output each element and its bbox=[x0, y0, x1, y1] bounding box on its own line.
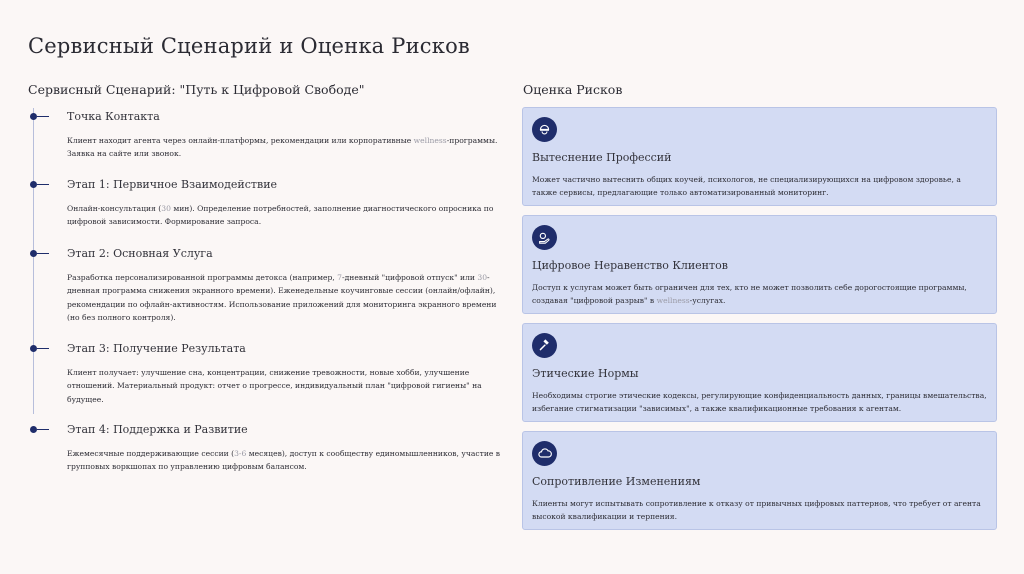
step-text: Разработка персонализированной программы детокса (например, 7-дневный "цифровой отпуск" или 30-дневная программа снижения экранного времени). Еженедельные коучинговые сессии (онлайн/офлайн), рекомендации по офлайн-активностям. Использование приложений для мониторинга экранного времени (но без полного контроля). bbox=[67, 273, 497, 323]
money-icon bbox=[532, 225, 557, 250]
step-text: Клиент получает: улучшение сна, концентрации, снижение тревожности, новые хобби, улучшение отношений. Материальный продукт: отчет о прогрессе, индивидуальный план "цифровой гигиены" на будущее. bbox=[67, 368, 482, 404]
scenario-heading: Сервисный Сценарий: "Путь к Цифровой Свободе" bbox=[28, 82, 365, 97]
card-title: Вытеснение Профессий bbox=[532, 151, 672, 164]
step-title: Точка Контакта bbox=[67, 110, 160, 123]
timeline-dot bbox=[30, 181, 37, 188]
step-text: Клиент находит агента через онлайн-платформы, рекомендации или корпоративные wellness-программы. Заявка на сайте или звонок. bbox=[67, 136, 498, 159]
timeline-dot bbox=[30, 250, 37, 257]
timeline-step-contact bbox=[0, 110, 500, 170]
step-text: Онлайн-консультация (30 мин). Определение потребностей, заполнение диагностического опросника по цифровой зависимости. Формирование запроса. bbox=[67, 204, 494, 227]
step-title: Этап 4: Поддержка и Развитие bbox=[67, 423, 248, 436]
step-title: Этап 1: Первичное Взаимодействие bbox=[67, 178, 278, 191]
card-text: Клиенты могут испытывать сопротивление к отказу от привычных цифровых паттернов, что требует от агента высокой квалификации и терпения. bbox=[532, 499, 981, 522]
step-title: Этап 2: Основная Услуга bbox=[67, 247, 213, 260]
risks-heading: Оценка Рисков bbox=[523, 82, 623, 97]
timeline-connector bbox=[37, 429, 49, 430]
risk-card-displacement bbox=[522, 107, 997, 206]
timeline-step-4 bbox=[0, 423, 500, 483]
card-title: Цифровое Неравенство Клиентов bbox=[532, 259, 728, 272]
card-title: Сопротивление Изменениям bbox=[532, 475, 701, 488]
timeline-step-1 bbox=[0, 178, 500, 238]
timeline-step-3 bbox=[0, 342, 500, 402]
card-text: Необходимы строгие этические кодексы, регулирующие конфиденциальность данных, границы вмешательства, избегание стигматизации "зависимых", а также квалификационные требования к агентам. bbox=[532, 391, 987, 414]
risk-card-resistance bbox=[522, 431, 997, 530]
timeline-dot bbox=[30, 113, 37, 120]
page-title: Сервисный Сценарий и Оценка Рисков bbox=[28, 34, 470, 58]
step-title: Этап 3: Получение Результата bbox=[67, 342, 246, 355]
timeline-connector bbox=[37, 253, 49, 254]
timeline-step-2 bbox=[0, 247, 500, 327]
timeline-dot bbox=[30, 426, 37, 433]
card-title: Этические Нормы bbox=[532, 367, 639, 380]
risk-card-ethics bbox=[522, 323, 997, 422]
gavel-icon bbox=[532, 333, 557, 358]
cloud-icon bbox=[532, 441, 557, 466]
step-text: Ежемесячные поддерживающие сессии (3-6 месяцев), доступ к сообществу единомышленников, участие в групповых воркшопах по управлению цифровым балансом. bbox=[67, 449, 501, 472]
timeline-connector bbox=[37, 184, 49, 185]
card-text: Может частично вытеснить общих коучей, психологов, не специализирующихся на цифровом здоровье, а также сервисы, предлагающие только автоматизированный мониторинг. bbox=[532, 175, 961, 198]
card-text: Доступ к услугам может быть ограничен для тех, кто не может позволить себе дорогостоящие программы, создавая "цифровой разрыв" в wellness-услугах. bbox=[532, 283, 967, 306]
risk-card-inequality bbox=[522, 215, 997, 314]
timeline-dot bbox=[30, 345, 37, 352]
timeline-connector bbox=[37, 116, 49, 117]
timeline-connector bbox=[37, 348, 49, 349]
worker-icon bbox=[532, 117, 557, 142]
